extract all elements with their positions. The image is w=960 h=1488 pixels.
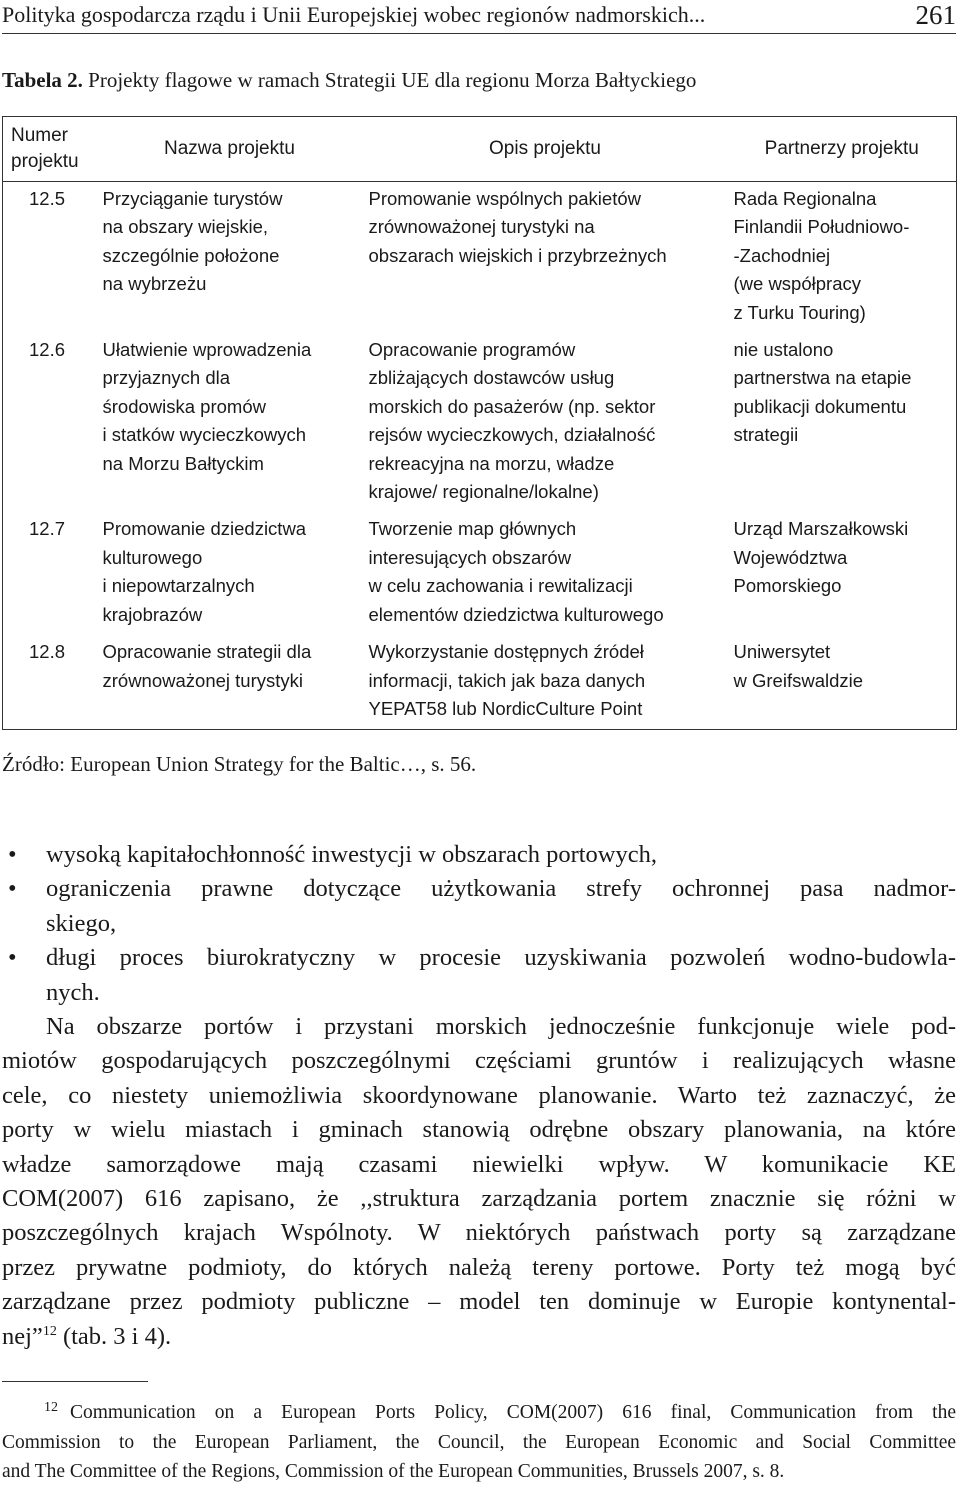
table-header-row	[3, 117, 957, 182]
flagship-projects-table	[2, 116, 957, 730]
footnote-line	[2, 1398, 956, 1428]
project-description-line: Wykorzystanie dostępnych źródeł	[368, 641, 644, 663]
project-partners-line: nie ustalono	[733, 339, 834, 361]
bullet-line: długi proces biurokratyczny w procesie uzyskiwania pozwoleń wodno-budowla-	[46, 944, 956, 972]
project-description-line: Promowanie wspólnych pakietów	[368, 188, 641, 209]
project-name	[97, 512, 363, 635]
bullet-line: wysoką kapitałochłonność inwestycji w obszarach portowych,	[46, 841, 657, 868]
bullet-icon: •	[8, 875, 17, 903]
project-name-line: Promowanie dziedzictwa	[102, 518, 307, 540]
bullet-icon: •	[8, 841, 17, 868]
project-description-line: rejsów wycieczkowych, działalność	[368, 424, 656, 446]
project-partners-line: Województwa	[733, 546, 848, 568]
header-rule	[2, 33, 956, 34]
bullet-line: skiego,	[46, 909, 117, 937]
paragraph-line-end: (tab. 3 i 4).	[56, 1322, 172, 1350]
running-head	[2, 0, 956, 34]
bullet-icon: •	[8, 944, 17, 972]
paragraph-line: porty w wielu miastach i gminach stanowią odrębne obszary planowania, na które	[2, 1116, 956, 1144]
paragraph-line: COM(2007) 616 zapisano, że ,,struktura zarządzania portem znacznie się różni w	[2, 1185, 956, 1213]
project-description-line: Tworzenie map głównych	[368, 518, 577, 540]
project-name-line: Ułatwienie wprowadzenia	[102, 339, 312, 361]
header-name: Nazwa projektu	[97, 117, 363, 182]
project-partners	[728, 512, 957, 635]
paragraph-line: cele, co niestety uniemożliwia skoordynowane planowanie. Warto też zaznaczyć, że	[2, 1081, 956, 1109]
table-row	[3, 635, 957, 730]
table-row	[3, 333, 957, 512]
project-description-line: interesujących obszarów	[368, 546, 572, 568]
project-number: 12.5	[29, 188, 66, 209]
paragraph-line: miotów gospodarujących poszczególnymi częściami gruntów i realizujących własne	[2, 1047, 956, 1075]
paragraph-line: Na obszarze portów i przystani morskich jednocześnie funkcjonuje wiele pod-	[46, 1013, 956, 1041]
project-name-line: na obszary wiejskie,	[102, 216, 269, 238]
paragraph-line-start: nej”	[2, 1322, 43, 1350]
project-name	[97, 182, 363, 334]
project-name-line: kulturowego	[102, 546, 203, 568]
project-number: 12.6	[29, 339, 66, 361]
header-partners: Partnerzy projektu	[728, 117, 957, 182]
table-caption	[2, 66, 696, 94]
paragraph-line: poszczególnych krajach Wspólnoty. W niektórych państwach porty są zarządzane	[2, 1219, 956, 1247]
project-name-line: Opracowanie strategii dla	[102, 641, 312, 663]
project-description-line: zrównoważonej turystyki na	[368, 216, 595, 238]
project-partners-line: Pomorskiego	[733, 575, 842, 597]
table-source-note: Źródło: European Union Strategy for the Baltic…, s. 56.	[2, 752, 477, 776]
header-number	[3, 117, 97, 182]
project-description	[363, 635, 728, 730]
project-description	[363, 512, 728, 635]
project-number: 12.7	[29, 518, 66, 540]
project-partners-line: (we współpracy	[733, 273, 861, 295]
project-name-line: zrównoważonej turystyki	[102, 669, 303, 691]
project-partners-line: Urząd Marszałkowski	[733, 518, 909, 540]
project-description-line: morskich do pasażerów (np. sektor	[368, 395, 656, 417]
bullet-line: nych.	[46, 978, 100, 1006]
project-name-line: przyjaznych dla	[102, 367, 231, 389]
project-partners-line: strategii	[733, 424, 799, 446]
project-partners-line: Rada Regionalna	[733, 188, 877, 209]
body-paragraph	[2, 1010, 956, 1354]
project-name-line: szczególnie położone	[102, 244, 280, 266]
project-partners-line: partnerstwa na etapie	[733, 367, 912, 389]
page-number: 261	[915, 0, 956, 30]
project-number: 12.8	[29, 641, 66, 663]
header-number-line: projektu	[11, 151, 79, 172]
footnote-reference[interactable]: 12	[42, 1323, 57, 1339]
project-name-line: krajobrazów	[102, 603, 203, 625]
project-name-line: i statków wycieczkowych	[102, 424, 307, 446]
project-description-line: w celu zachowania i rewitalizacji	[368, 575, 633, 597]
project-description-line: Opracowanie programów	[368, 339, 576, 361]
footnote-rule	[2, 1381, 148, 1382]
body-text	[2, 838, 956, 1354]
project-partners-line: Uniwersytet	[733, 641, 831, 663]
project-name-line: Przyciąganie turystów	[102, 188, 283, 209]
project-name	[97, 333, 363, 512]
table-caption-text: Projekty flagowe w ramach Strategii UE dla regionu Morza Bałtyckiego	[82, 68, 697, 92]
project-partners	[728, 635, 957, 730]
bullet-line: ograniczenia prawne dotyczące użytkowania strefy ochronnej pasa nadmor-	[46, 875, 956, 903]
project-partners-line: w Greifswaldzie	[733, 669, 864, 691]
project-description-line: informacji, takich jak baza danych	[368, 669, 646, 691]
project-partners-line: -Zachodniej	[733, 244, 831, 266]
project-name-line: środowiska promów	[102, 395, 266, 417]
project-partners	[728, 182, 957, 334]
bullet-item	[2, 941, 956, 1010]
bullet-item	[2, 872, 956, 941]
footnote-line: and The Committee of the Regions, Commission of the European Communities, Brussels 2007, s. 8.	[2, 1461, 785, 1482]
project-description-line: zbliżających dostawców usług	[368, 367, 615, 389]
table-row	[3, 512, 957, 635]
project-partners-line: Finlandii Południowo-	[733, 216, 910, 238]
paragraph-last-line	[2, 1320, 956, 1354]
table-caption-label: Tabela 2.	[2, 68, 83, 92]
project-description-line: rekreacyjna na morzu, władze	[368, 452, 615, 474]
project-name	[97, 635, 363, 730]
footnote	[2, 1398, 956, 1487]
running-head-title: Polityka gospodarcza rządu i Unii Europejskiej wobec regionów nadmorskich...	[2, 2, 706, 27]
footnote-line: Commission to the European Parliament, the Council, the European Economic and Social Committee	[2, 1431, 956, 1453]
bullet-item	[2, 838, 956, 872]
header-number-line: Numer	[11, 125, 69, 146]
project-description-line: krajowe/ regionalne/lokalne)	[368, 481, 599, 503]
paragraph-line: zarządzane przez podmioty publiczne – model ten dominuje w Europie kontynental-	[2, 1288, 956, 1316]
table-row	[3, 182, 957, 334]
project-partners-line: publikacji dokumentu	[733, 395, 907, 417]
project-partners	[728, 333, 957, 512]
paragraph-line: władze samorządowe mają czasami niewielki wpływ. W komunikacie KE	[2, 1150, 956, 1178]
footnote-number: 12	[44, 1400, 58, 1415]
project-name-line: na Morzu Bałtyckim	[102, 452, 264, 474]
project-description-line: elementów dziedzictwa kulturowego	[368, 603, 664, 625]
header-description: Opis projektu	[363, 117, 728, 182]
footnote-text: Communication on a European Ports Policy, COM(2007) 616 final, Communication from the	[70, 1402, 956, 1423]
project-description-line: obszarach wiejskich i przybrzeżnych	[368, 244, 667, 266]
paragraph-line: przez prywatne podmioty, do których należą tereny portowe. Porty też mogą być	[2, 1253, 956, 1281]
project-description	[363, 333, 728, 512]
project-name-line: i niepowtarzalnych	[102, 575, 255, 597]
project-description-line: YEPAT58 lub NordicCulture Point	[368, 697, 643, 719]
project-description	[363, 182, 728, 334]
project-name-line: na wybrzeżu	[102, 273, 207, 295]
project-partners-line: z Turku Touring)	[733, 301, 866, 323]
